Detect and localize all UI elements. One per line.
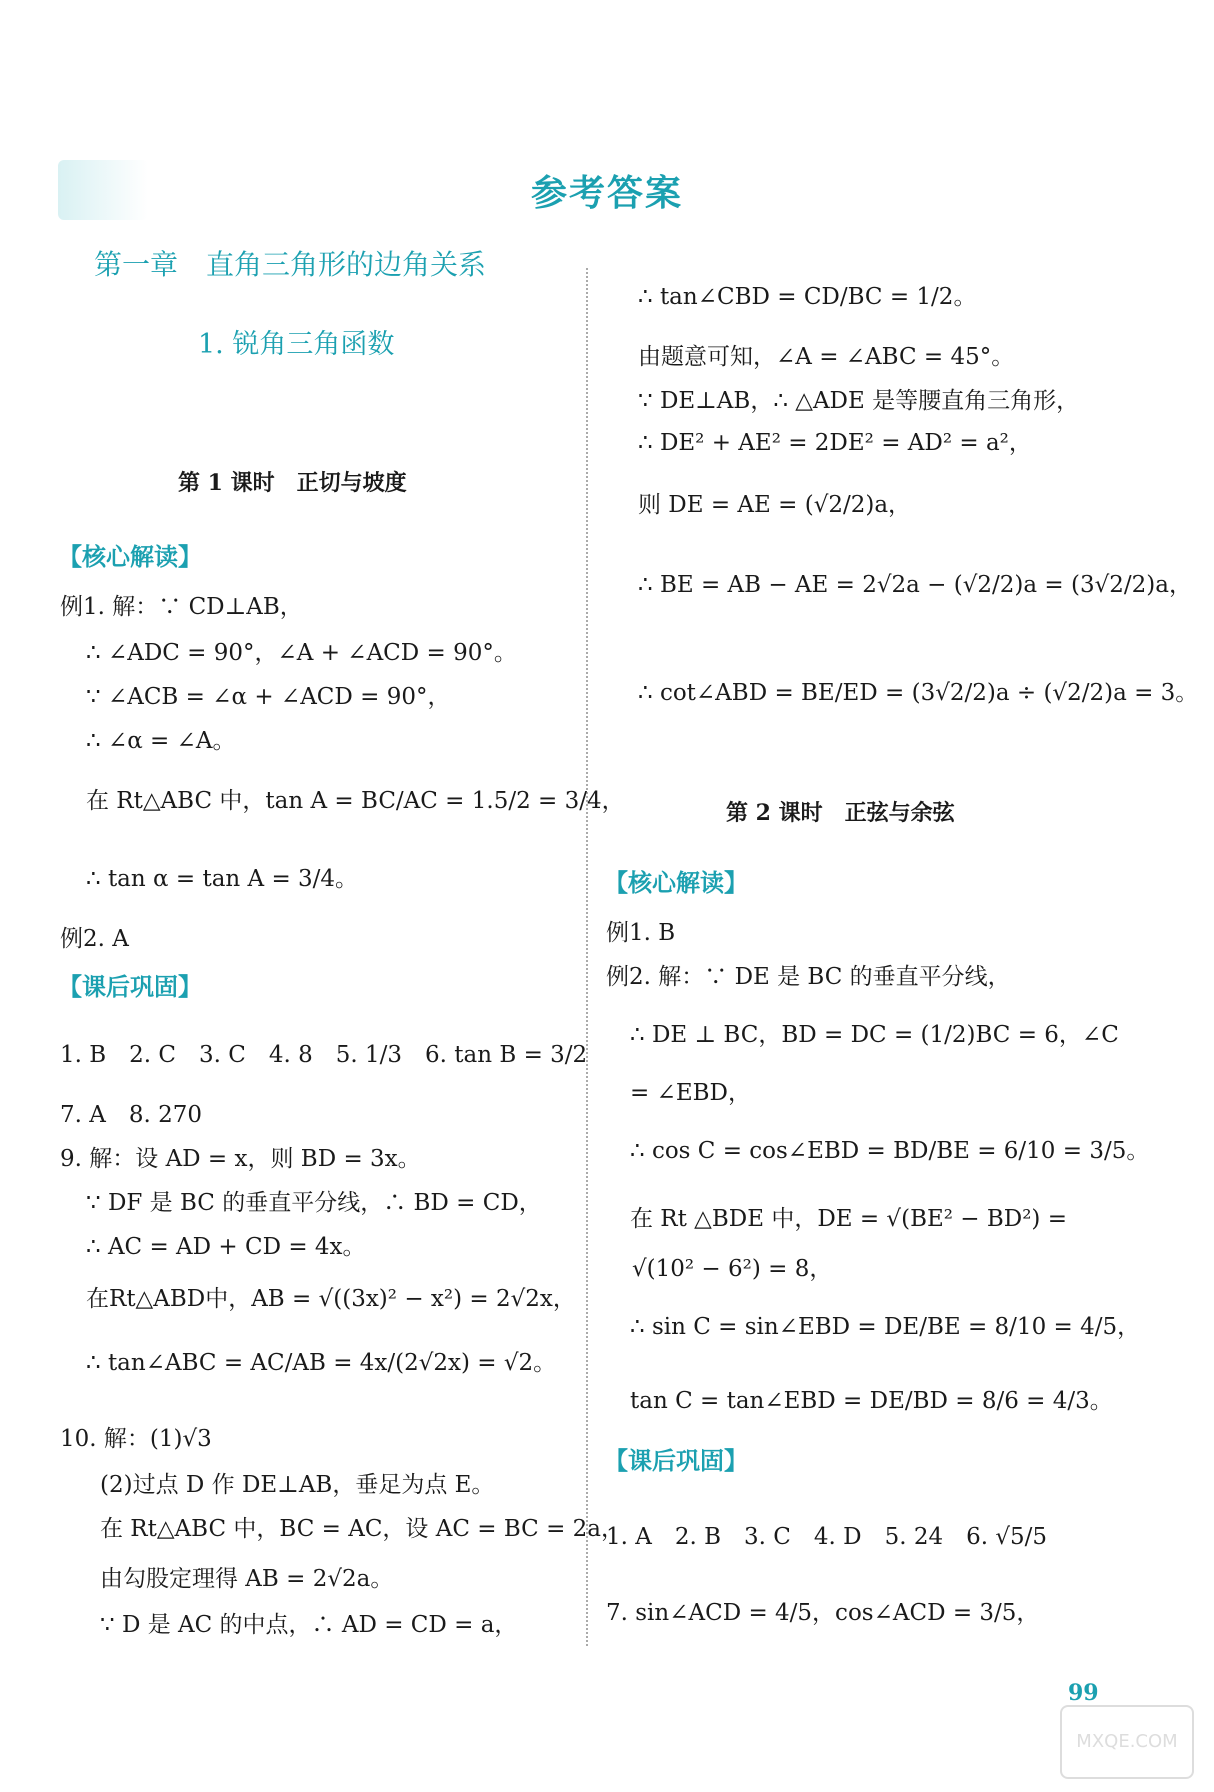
solution-line: ∴ DE ⊥ BC，BD = DC = (1/2)BC = 6，∠C: [630, 1022, 1119, 1048]
answer-line: 7. A 8. 270: [60, 1102, 203, 1128]
solution-line: ∴ BE = AB − AE = 2√2a − (√2/2)a = (3√2/2)a，: [638, 572, 1192, 598]
solution-line: ∴ ∠ADC = 90°，∠A + ∠ACD = 90°。: [86, 640, 517, 666]
solution-line: 例2. 解：∵ DE 是 BC 的垂直平分线，: [606, 964, 1011, 990]
solution-line: 在 Rt△ABC 中，tan A = BC/AC = 1.5/2 = 3/4，: [86, 788, 625, 814]
watermark-logo: MXQE.COM: [1060, 1705, 1194, 1779]
solution-line: ∴ tan∠CBD = CD/BC = 1/2。: [638, 284, 977, 310]
core-reading-tag: 【核心解读】: [604, 869, 748, 897]
answer-line: 在 Rt△ABC 中，BC = AC，设 AC = BC = 2a，: [100, 1516, 625, 1542]
page-title: 参考答案: [530, 173, 683, 214]
answer-line: (2)过点 D 作 DE⊥AB，垂足为点 E。: [100, 1472, 495, 1498]
answer-line: 1. B 2. C 3. C 4. 8 5. 1/3 6. tan B = 3/2: [60, 1042, 588, 1068]
answer-line: ∵ D 是 AC 的中点，∴ AD = CD = a，: [100, 1612, 518, 1638]
solution-line: = ∠EBD，: [630, 1080, 751, 1106]
answer-line: 10. 解：(1)√3: [60, 1426, 212, 1452]
answer-line: 由勾股定理得 AB = 2√2a。: [100, 1566, 394, 1592]
solution-line: ∴ cot∠ABD = BE/ED = (3√2/2)a ÷ (√2/2)a = 3。: [638, 680, 1199, 706]
answer-line: ∴ AC = AD + CD = 4x。: [86, 1234, 366, 1260]
solution-line: 在 Rt △BDE 中，DE = √(BE² − BD²) =: [630, 1206, 1067, 1232]
solution-line: ∴ sin C = sin∠EBD = DE/BE = 8/10 = 4/5，: [630, 1314, 1141, 1340]
solution-line: ∵ DE⊥AB，∴ △ADE 是等腰直角三角形，: [638, 388, 1080, 414]
solution-line: 例1. B: [606, 920, 676, 946]
core-reading-tag: 【核心解读】: [58, 543, 202, 571]
lesson-heading: 第 1 课时 正切与坡度: [178, 470, 407, 496]
answer-line: 7. sin∠ACD = 4/5，cos∠ACD = 3/5，: [606, 1600, 1040, 1626]
solution-line: ∴ ∠α = ∠A。: [86, 728, 236, 754]
solution-line: 例2. A: [60, 926, 129, 952]
practice-tag: 【课后巩固】: [604, 1447, 748, 1475]
solution-line: 例1. 解：∵ CD⊥AB，: [60, 594, 303, 620]
practice-tag: 【课后巩固】: [58, 973, 202, 1001]
answer-line: 在Rt△ABD中，AB = √((3x)² − x²) = 2√2x，: [86, 1286, 576, 1312]
solution-line: ∴ tan α = tan A = 3/4。: [86, 866, 359, 892]
answer-line: ∵ DF 是 BC 的垂直平分线，∴ BD = CD，: [86, 1190, 542, 1216]
solution-line: ∴ DE² + AE² = 2DE² = AD² = a²，: [638, 430, 1032, 456]
page-number: 99: [1068, 1680, 1099, 1706]
solution-line: tan C = tan∠EBD = DE/BD = 8/6 = 4/3。: [630, 1388, 1113, 1414]
column-divider: [586, 268, 588, 1646]
answer-line: 9. 解：设 AD = x，则 BD = 3x。: [60, 1146, 421, 1172]
section-heading: 1. 锐角三角函数: [198, 329, 395, 360]
solution-line: ∵ ∠ACB = ∠α + ∠ACD = 90°，: [86, 684, 451, 710]
answer-line: 1. A 2. B 3. C 4. D 5. 24 6. √5/5: [606, 1524, 1048, 1550]
answer-line: ∴ tan∠ABC = AC/AB = 4x/(2√2x) = √2。: [86, 1350, 557, 1376]
solution-line: √(10² − 6²) = 8，: [632, 1256, 833, 1282]
lesson-heading: 第 2 课时 正弦与余弦: [726, 800, 955, 826]
chapter-heading: 第一章 直角三角形的边角关系: [94, 248, 487, 281]
solution-line: ∴ cos C = cos∠EBD = BD/BE = 6/10 = 3/5。: [630, 1138, 1150, 1164]
solution-line: 则 DE = AE = (√2/2)a，: [638, 492, 912, 518]
solution-line: 由题意可知，∠A = ∠ABC = 45°。: [638, 344, 1015, 370]
